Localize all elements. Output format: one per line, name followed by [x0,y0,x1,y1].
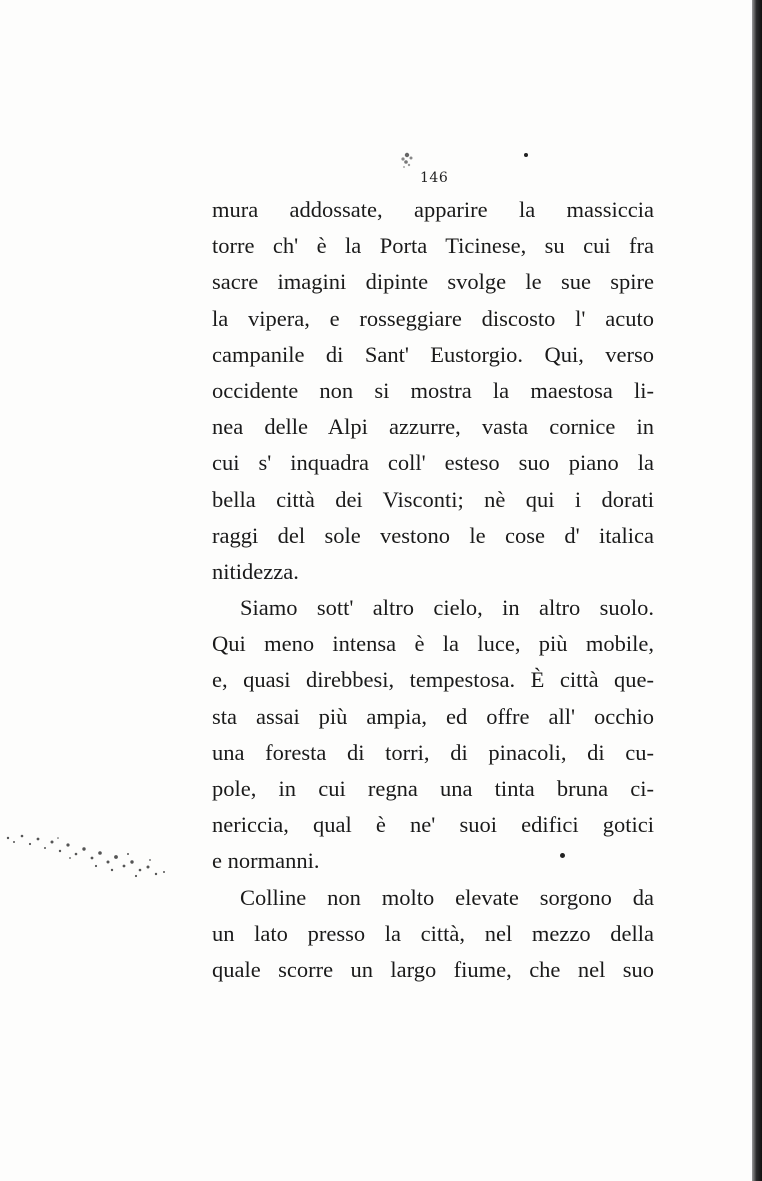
text-line: campanile di Sant' Eustorgio. Qui, verso [212,341,654,367]
body-text [212,192,654,988]
text-line: bella città dei Visconti; nè qui i dorati [212,486,654,512]
text-line: la vipera, e rosseggiare discosto l' acuto [212,305,654,331]
text-line: una foresta di torri, di pinacoli, di cu- [212,739,654,765]
text-line: Siamo sott' altro cielo, in altro suolo. [240,595,654,621]
text-line: cui s' inquadra coll' esteso suo piano la [212,450,654,476]
text-line: occidente non si mostra la maestosa li- [212,377,654,403]
text-line: torre ch' è la Porta Ticinese, su cui fra [212,233,654,259]
text-line: Colline non molto elevate sorgono da [240,884,654,910]
text-line: nericcia, qual è ne' suoi edifici gotici [212,812,654,838]
text-line: sacre imagini dipinte svolge le sue spire [212,269,654,295]
text-line: sta assai più ampia, ed offre all' occhio [212,703,654,729]
text-line: quale scorre un largo fiume, che nel suo [212,956,654,982]
scan-smudge [0,818,180,898]
text-line: e, quasi direbbesi, tempestosa. È città que- [212,667,654,693]
printer-ornament-icon [392,146,422,176]
page-edge-shadow [752,0,762,1181]
text-line: raggi del sole vestono le cose d' italica [212,522,654,548]
text-line: Qui meno intensa è la luce, più mobile, [212,631,654,657]
text-line: nea delle Alpi azzurre, vasta cornice in [212,414,654,440]
ink-speck [524,153,528,157]
text-line: nitidezza. [212,558,299,584]
text-line: pole, in cui regna una tinta bruna ci- [212,776,654,801]
text-line: un lato presso la città, nel mezzo della [212,920,654,946]
text-line: mura addossate, apparire la massiccia [212,197,654,222]
page-number: 146 [420,170,449,186]
text-line: e normanni. [212,848,320,874]
